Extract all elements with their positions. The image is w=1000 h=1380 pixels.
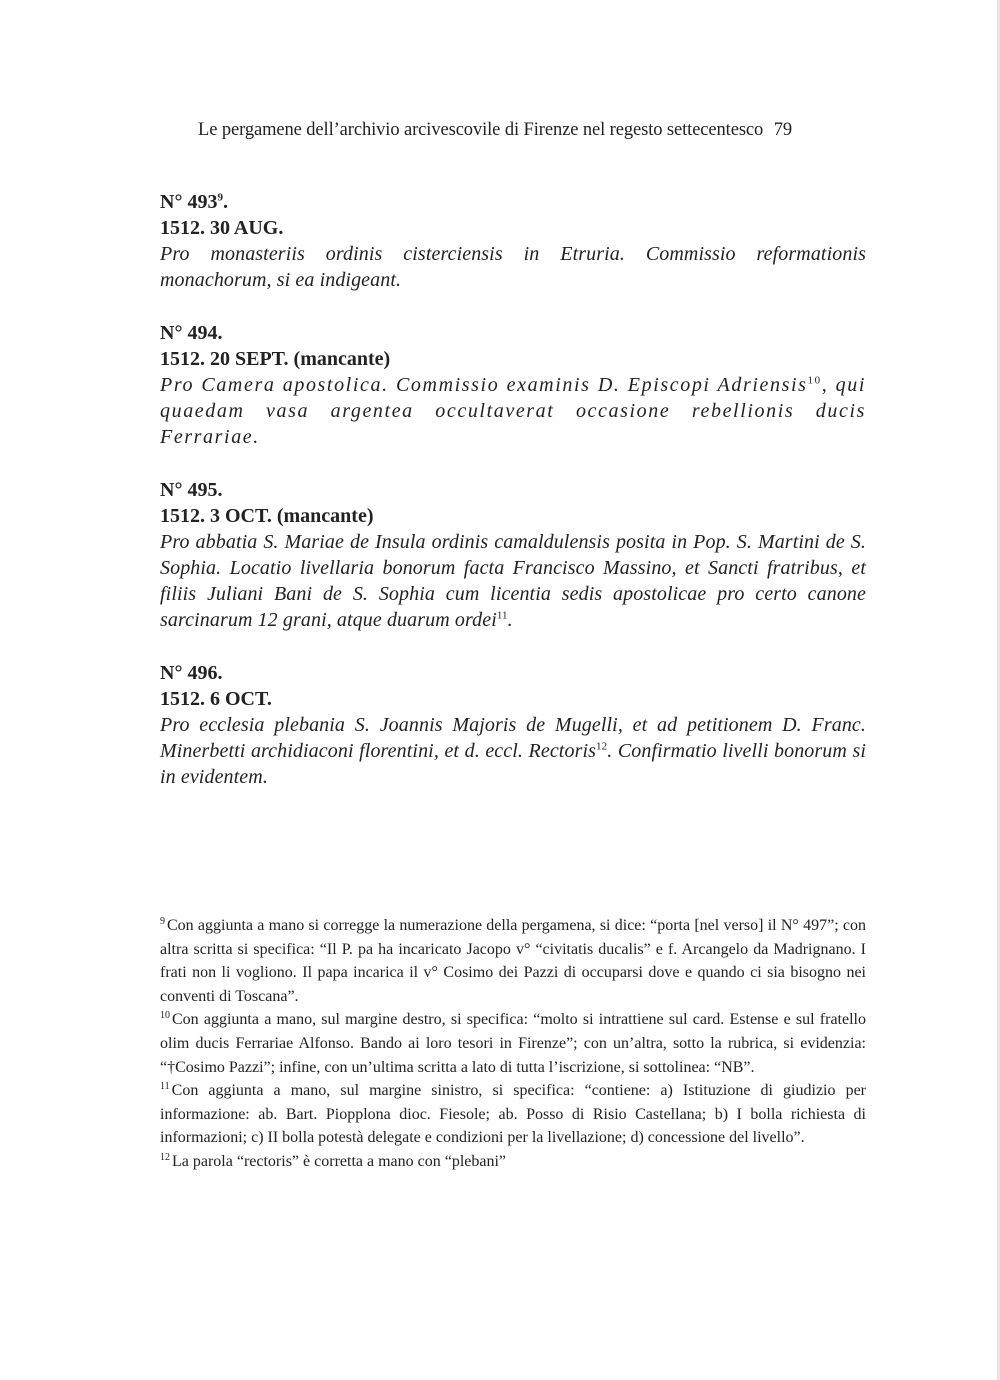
page-number: 79 xyxy=(773,120,793,140)
footnote-ref: 12 xyxy=(596,740,608,753)
footnotes xyxy=(160,914,866,1174)
regesto-entries xyxy=(160,189,866,817)
entry-date: 1512. 3 OCT. (mancante) xyxy=(160,505,374,527)
footnote-ref: 10 xyxy=(807,374,822,387)
entry-date: 1512. 6 OCT. xyxy=(160,688,272,710)
entry-495 xyxy=(160,477,866,633)
footnote-11: $^{11}$ Con aggiunta a mano, sul margine sinistro, si specifica: “contiene: a) Istituzione di giudizio per informazione: ab. Bart. Piopplona dioc. Fiesole; ab. Posso di Risio Castellana; b) I bolla richiesta di informazioni; c) II bolla potestà delegate e condizioni per la livellazione; d) concessione del livello”. xyxy=(160,1080,866,1147)
footnote-12: $^{12}$ La parola “rectoris” è corretta a mano con “plebani” xyxy=(160,1151,507,1170)
footnote-ref: 11 xyxy=(496,609,508,622)
entry-date: 1512. 20 SEPT. (mancante) xyxy=(160,348,391,370)
entry-number: N° $493^9$. xyxy=(160,191,228,213)
entry-date: 1512. 30 AUG. xyxy=(160,217,284,239)
entry-text: Pro monasteriis ordinis cisterciensis in Etruria. Commissio reformationis monachorum, si ea indigeant. xyxy=(160,243,866,291)
footnote-10: $^{10}$ Con aggiunta a mano, sul margine destro, si specifica: “molto si intrattiene sul card. Estense e sul fratello olim ducis Ferrariae Alfonso. Bando ai loro tesori in Firenze”; con un’altra, sotto la rubrica, si evidenzia: “†Cosimo Pazzi”; infine, con un’ultima scritta a lato di tutta l’iscrizione, si sottolinea: “NB”. xyxy=(160,1010,866,1076)
running-header-title: Le pergamene dell’archivio arcivescovile di Firenze nel regesto settecentesco xyxy=(198,120,764,140)
entry-number: N° 496. xyxy=(160,662,223,684)
entry-496 xyxy=(160,660,866,790)
status-label: (mancante) xyxy=(293,348,391,370)
entry-494 xyxy=(160,320,866,450)
entry-493 xyxy=(160,189,866,293)
status-label: (mancante) xyxy=(276,505,374,527)
entry-number: N° 494. xyxy=(160,322,223,344)
entry-text: Pro abbatia S. Mariae de Insula ordinis camaldulensis posita in Pop. S. Martini de S. Sophia. Locatio livellaria bonorum facta Francisco Massino, et Sancti fratribus, et filiis Juliani Bani de S. Sophia cum licentia sedis apostolicae pro certo canone sarcinarum 12 grani, atque duarum ordei$^{11}$. xyxy=(160,531,866,631)
running-header xyxy=(198,120,868,141)
footnote-ref: 9 xyxy=(217,191,223,204)
footnote-9: $^9$ Con aggiunta a mano si corregge la numerazione della pergamena, si dice: “porta [nel verso] il N° 497”; con altra scritta si specifica: “Il P. pa ha incaricato Jacopo v° “civitatis ducalis” e f. Arcangelo da Madrignano. I frati non li vogliono. Il papa incarica il v° Cosimo dei Pazzi di occuparsi dove e quando ci sia bisogno nei conventi di Toscana”. xyxy=(160,915,866,1005)
entry-text: Pro ecclesia plebania S. Joannis Majoris de Mugelli, et ad petitionem D. Franc. Minerbetti archidiaconi florentini, et d. eccl. Rectoris$^{12}$. Confirmatio livelli bonorum si in evidentem. xyxy=(160,714,866,788)
entry-number: N° 495. xyxy=(160,479,223,501)
entry-text: Pro Camera apostolica. Commissio examinis D. Episcopi Adriensis$^{10}$, qui quaedam vasa argentea occultaverat occasione rebellionis ducis Ferrariae. xyxy=(160,374,866,448)
